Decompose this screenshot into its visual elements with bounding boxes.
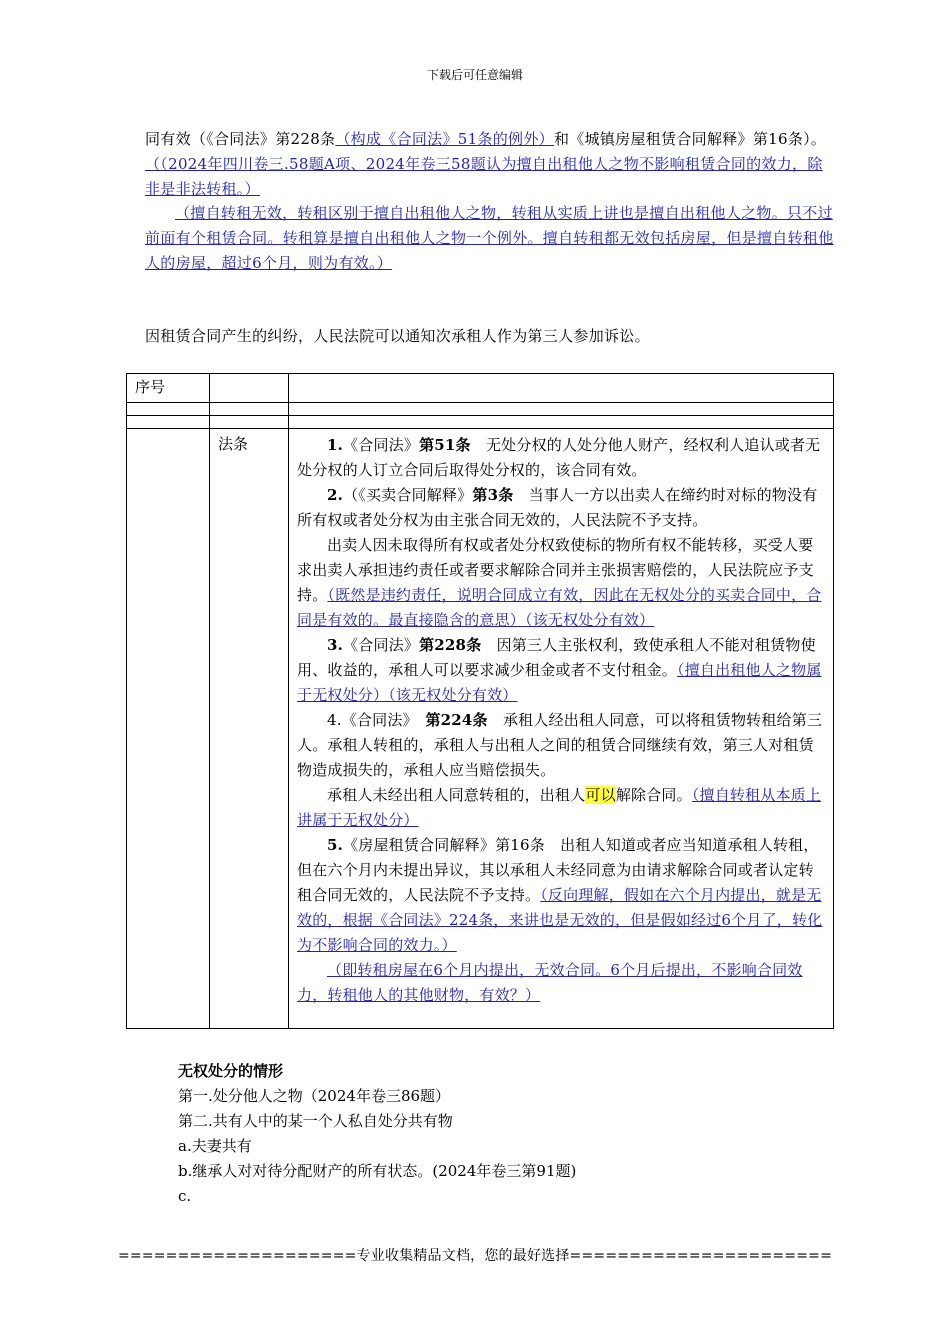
table-cell: [210, 416, 289, 429]
law-item-2: [297, 483, 825, 533]
item-number: 4.: [327, 711, 342, 729]
law-item-2-cont: [297, 533, 825, 633]
section-line: c.: [178, 1187, 192, 1205]
annotation: （反向理解，假如在六个月内提出，就是无效的，根据《合同法》224条，来讲也是无效的，但是假如经过6个月了，转化为不影响合同的效力。）: [297, 886, 823, 954]
col-header-number: 序号: [127, 374, 210, 403]
table-row-law: [127, 429, 834, 1029]
law-text: 当事人一方以出卖人在缔约时对标的物没有所有权或者处分权为由主张合同无效的，人民法院不予支持。: [297, 486, 818, 529]
section-line: a.夫妻共有: [178, 1137, 252, 1155]
law-name: 《合同法》: [343, 436, 420, 454]
law-name: 《房屋租赁合同解释》第16条: [343, 836, 545, 854]
item-number: 3.: [327, 636, 344, 654]
intro-note-1: （构成《合同法》51条的例外）: [335, 130, 554, 148]
section-line: 第二.共有人中的某一个人私自处分共有物: [178, 1112, 453, 1130]
law-item-4-cont: [297, 783, 825, 833]
intro-paragraph: [145, 127, 835, 202]
page-header: 下载后可任意编辑: [426, 68, 523, 82]
law-name: 《合同法》: [343, 636, 420, 654]
law-name: 《合同法》: [341, 711, 411, 729]
annotation: （擅自转租从本质上讲属于无权处分）: [297, 786, 822, 829]
section-line: 第一.处分他人之物（2024年卷三86题）: [178, 1087, 451, 1105]
annotation: （擅自出租他人之物属于无权处分）（该无权处分有效）: [297, 661, 822, 704]
law-text: 承租人经出租人同意，可以将租赁物转租给第三人。承租人转租的，承租人与出租人之间的租赁合同继续有效，第三人对租赁物造成损失的，承租人应当赔偿损失。: [297, 711, 823, 779]
law-content: [289, 429, 834, 1029]
law-item-1: [297, 433, 825, 483]
table-cell: [210, 403, 289, 416]
table-cell: [127, 429, 210, 1029]
highlighted-text: 可以: [585, 786, 616, 804]
col-header-content: [289, 374, 834, 403]
table-cell: [289, 416, 834, 429]
table-header-row: [127, 374, 834, 403]
annotation: （既然是违约责任，说明合同成立有效，因此在无权处分的买卖合同中，合同是有效的。最直接隐含的意思）（该无权处分有效）: [297, 586, 822, 629]
law-item-5: [297, 833, 825, 958]
annotation: （即转租房屋在6个月内提出，无效合同。6个月后提出，不影响合同效力，转租他人的其他财物，有效？）: [297, 961, 803, 1004]
litigation-paragraph: 因租赁合同产生的纠纷，人民法院可以通知次承租人作为第三人参加诉讼。: [145, 327, 650, 345]
item-number: 2.: [327, 486, 344, 504]
article-number: 第51条: [419, 436, 471, 454]
law-item-4: [297, 708, 825, 783]
table-cell: [127, 403, 210, 416]
law-text: 出租人知道或者应当知道承租人转租，但在六个月内未提出异议，其以承租人未经同意为由请求解除合同或者认定转租合同无效的，人民法院不予支持。: [297, 836, 819, 904]
sublease-note: [145, 201, 835, 276]
table-cell: [289, 403, 834, 416]
article-number: 第228条: [419, 636, 482, 654]
intro-note-2: （（2024年四川卷三.58题A项、2024年卷三58题认为擅自出租他人之物不影响租赁合同的效力，除非是非法转租。）: [145, 155, 823, 198]
page-footer: ====================专业收集精品文档，您的最好选择======================: [117, 1248, 833, 1264]
table-cell: [127, 416, 210, 429]
law-label: 法条: [210, 429, 289, 1029]
law-text: 因第三人主张权利，致使承租人不能对租赁物使用、收益的，承租人可以要求减少租金或者不支付租金。: [297, 636, 816, 679]
law-text: 解除合同。: [615, 786, 692, 804]
article-number: 第224条: [425, 711, 488, 729]
law-table: [126, 373, 834, 1029]
table-row: [127, 416, 834, 429]
intro-text-1: 同有效（《合同法》第228条: [145, 130, 336, 148]
item-number: 5.: [327, 836, 344, 854]
table-row: [127, 403, 834, 416]
law-text: 出卖人因未取得所有权或者处分权致使标的物所有权不能转移，买受人要求出卖人承担违约责任或者要求解除合同并主张损害赔偿的，人民法院应予支持。: [297, 536, 814, 604]
col-header-empty: [210, 374, 289, 403]
law-item-3: [297, 633, 825, 708]
section-line: b.继承人对对待分配财产的所有状态。(2024年卷三第91题): [178, 1162, 577, 1180]
article-number: 第3条: [472, 486, 514, 504]
sublease-note-text: （擅自转租无效，转租区别于擅自出租他人之物，转租从实质上讲也是擅自出租他人之物。只不过前面有个租赁合同。转租算是擅自出租他人之物一个例外。擅自转租都无效包括房屋，但是擅自转租他人的房屋，超过6个月，则为有效。）: [145, 204, 834, 272]
law-name: （《买卖合同解释》: [343, 486, 473, 504]
law-text: 无处分权的人处分他人财产，经权利人追认或者无处分权的人订立合同后取得处分权的，该合同有效。: [297, 436, 821, 479]
law-item-5-note: [297, 958, 825, 1008]
item-number: 1.: [327, 436, 344, 454]
law-text: 承租人未经出租人同意转租的，出租人: [327, 786, 586, 804]
intro-text-2: 和《城镇房屋租赁合同解释》第16条）。: [553, 130, 827, 148]
section-title: 无权处分的情形: [178, 1062, 284, 1080]
